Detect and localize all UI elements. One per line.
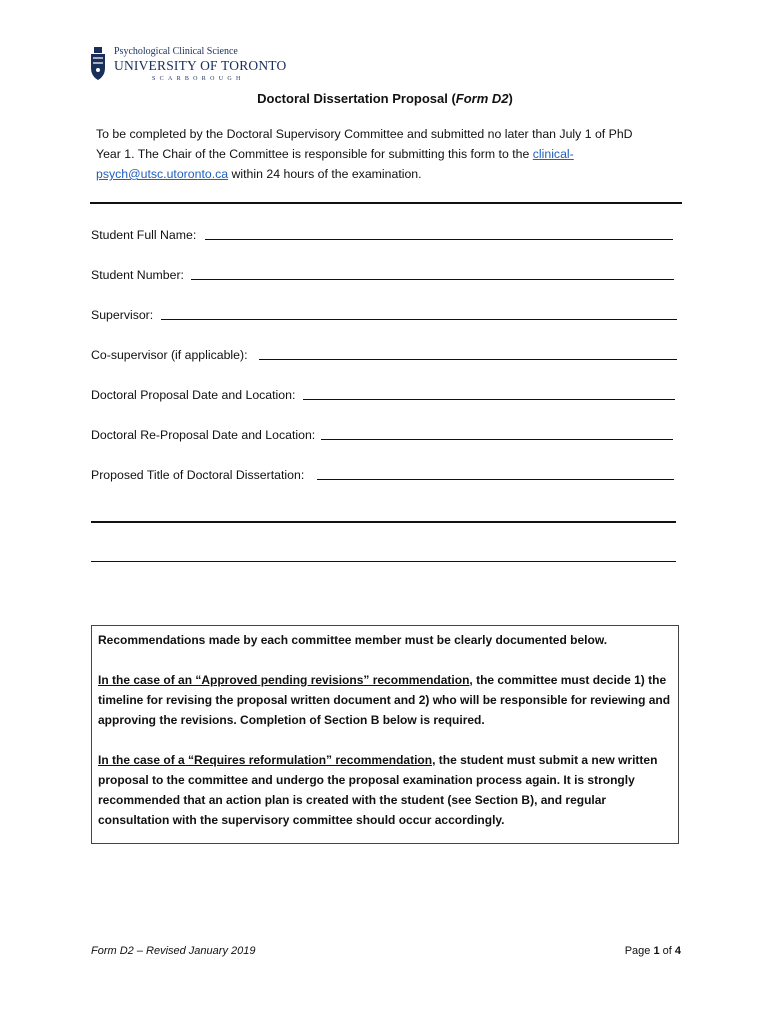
requires-reformulation-heading: In the case of a “Requires reformulation” recommendation, [98, 753, 436, 767]
logo-department-text: Psychological Clinical Science [114, 46, 238, 57]
supervisor-blank[interactable] [161, 319, 677, 320]
recommendations-box [91, 625, 679, 844]
title-continuation-line-1[interactable] [91, 521, 676, 523]
document-title: Doctoral Dissertation Proposal (Form D2) [257, 91, 513, 106]
reproposal-date-label: Doctoral Re-Proposal Date and Location: [91, 428, 316, 442]
student-name-label: Student Full Name: [91, 228, 197, 242]
recommendations-intro: Recommendations made by each committee member must be clearly documented below. [98, 633, 608, 647]
reproposal-date-blank[interactable] [321, 439, 673, 440]
logo-campus-text: SCARBOROUGH [152, 76, 245, 82]
university-logo [88, 44, 288, 88]
logo-university-text: UNIVERSITY OF TORONTO [114, 58, 287, 73]
section-divider [90, 202, 682, 204]
crest-icon [88, 44, 108, 84]
proposed-title-blank[interactable] [317, 479, 674, 480]
proposal-date-blank[interactable] [303, 399, 675, 400]
cosupervisor-label: Co-supervisor (if applicable): [91, 348, 248, 362]
proposed-title-field[interactable] [91, 468, 679, 482]
footer-revision: Form D2 – Revised January 2019 [91, 945, 256, 957]
proposal-date-field[interactable] [91, 388, 679, 402]
email-link[interactable]: clinical- psych@utsc.utoronto.ca [96, 147, 574, 181]
supervisor-field[interactable] [91, 308, 679, 322]
cosupervisor-blank[interactable] [259, 359, 677, 360]
supervisor-label: Supervisor: [91, 308, 154, 322]
proposed-title-label: Proposed Title of Doctoral Dissertation: [91, 468, 305, 482]
student-number-blank[interactable] [191, 279, 674, 280]
intro-paragraph: To be completed by the Doctoral Supervisory Committee and submitted no later than July 1 of PhD Year 1. The Chair of the Committee is responsible for submitting this form to the clinical- psych@utsc.utoronto.ca within 24 hours of the examination. [96, 127, 633, 181]
requires-reformulation-paragraph: In the case of a “Requires reformulation” recommendation, the student must submit a new written proposal to the committee and undergo the proposal examination process again. It is strongly recommended that an action plan is created with the student (see Section B), and regular consultation with the supervisory committee should occur accordingly. [98, 753, 658, 827]
cosupervisor-field[interactable] [91, 348, 679, 362]
student-number-field[interactable] [91, 268, 679, 282]
approved-pending-paragraph: In the case of an “Approved pending revisions” recommendation, the committee must decide 1) the timeline for revising the proposal written document and 2) who will be responsible for reviewing and approving the revisions. Completion of Section B below is required. [98, 673, 671, 727]
student-name-blank[interactable] [205, 239, 673, 240]
form-id: Form D2 [455, 91, 509, 106]
proposal-date-label: Doctoral Proposal Date and Location: [91, 388, 296, 402]
reproposal-date-field[interactable] [91, 428, 679, 442]
approved-pending-heading: In the case of an “Approved pending revisions” recommendation [98, 673, 470, 687]
student-number-label: Student Number: [91, 268, 184, 282]
page-number: Page 1 of 4 [624, 945, 681, 957]
student-name-field[interactable] [91, 228, 679, 242]
title-continuation-line-2[interactable] [91, 561, 676, 562]
